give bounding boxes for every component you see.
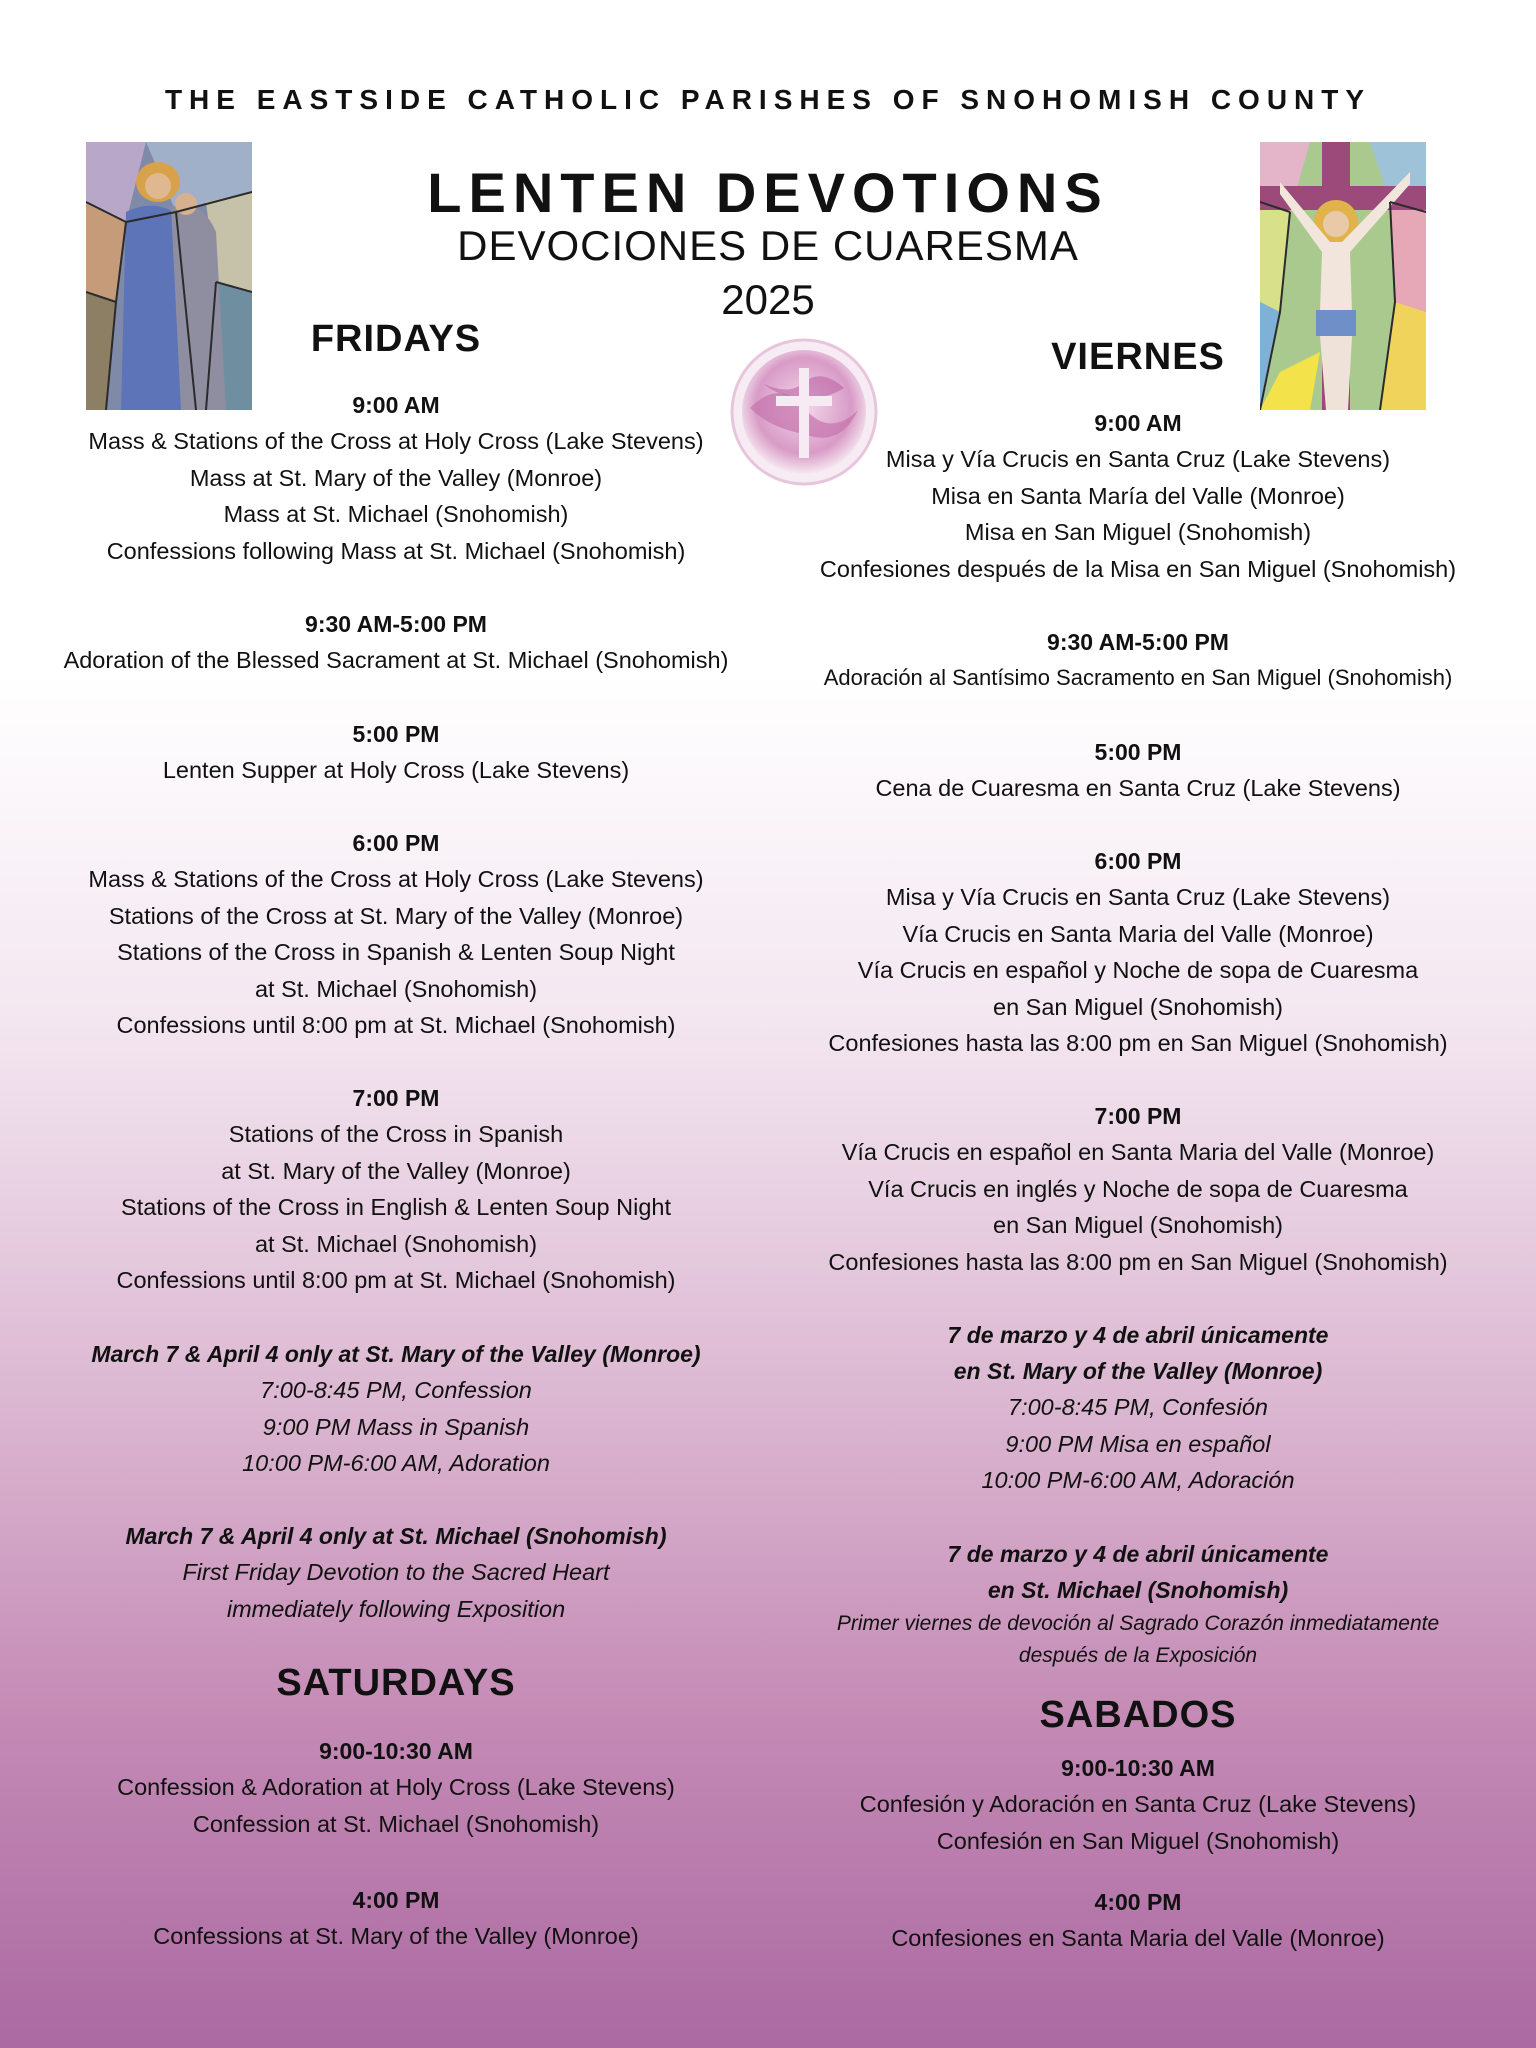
special-heading: March 7 & April 4 only at St. Michael (Snohomish) (125, 1523, 667, 1549)
event-line: First Friday Devotion to the Sacred Heart (182, 1559, 610, 1585)
event-line: Vía Crucis en inglés y Noche de sopa de Cuaresma (868, 1175, 1408, 1202)
event-line: Confessions at St. Mary of the Valley (Monroe) (153, 1923, 639, 1949)
sabados-4pm-block (778, 1884, 1498, 1957)
special-heading: en St. Michael (Snohomish) (987, 1577, 1289, 1603)
event-line: 9:00 PM Mass in Spanish (262, 1413, 530, 1440)
event-line: Confessions following Mass at St. Michael (Snohomish) (106, 537, 686, 564)
fridays-5pm-block (36, 716, 756, 789)
event-line: Vía Crucis en Santa Maria del Valle (Monroe) (902, 920, 1374, 947)
event-line: Mass at St. Mary of the Valley (Monroe) (189, 464, 603, 491)
parish-header: THE EASTSIDE CATHOLIC PARISHES OF SNOHOMISH COUNTY (164, 84, 1372, 115)
event-line: at St. Michael (Snohomish) (254, 1230, 538, 1257)
spanish-column (778, 0, 1498, 2048)
event-line: Stations of the Cross at St. Mary of the Valley (Monroe) (108, 902, 684, 929)
viernes-7pm-block (778, 1098, 1498, 1280)
event-line: Misa y Vía Crucis en Santa Cruz (Lake Stevens) (885, 446, 1391, 472)
event-line: 7:00-8:45 PM, Confesión (1008, 1394, 1268, 1420)
viernes-9am-block (778, 405, 1498, 587)
event-line: Misa en Santa María del Valle (Monroe) (931, 482, 1345, 509)
fridays-monroe-special-block (36, 1336, 756, 1482)
event-line: Lenten Supper at Holy Cross (Lake Stevens) (162, 757, 630, 783)
fridays-930am-block (36, 606, 756, 679)
special-heading: March 7 & April 4 only at St. Mary of the Valley (Monroe) (91, 1341, 701, 1367)
event-line: en San Miguel (Snohomish) (993, 1212, 1283, 1238)
event-line: después de la Exposición (1018, 1644, 1258, 1667)
event-line: Confessions until 8:00 pm at St. Michael (Snohomish) (116, 1267, 676, 1293)
saturdays-morning-block (36, 1733, 756, 1842)
fridays-7pm-block (36, 1080, 756, 1299)
event-line: Mass & Stations of the Cross at Holy Cross (Lake Stevens) (88, 866, 704, 892)
special-heading: 7 de marzo y 4 de abril únicamente (947, 1322, 1329, 1348)
fridays-9am-block (36, 387, 756, 569)
time-label: 6:00 PM (352, 830, 440, 856)
time-label: 9:00-10:30 AM (1061, 1755, 1215, 1781)
sabados-heading: SABADOS (1039, 1694, 1237, 1736)
fridays-heading: FRIDAYS (310, 318, 482, 360)
event-line: en San Miguel (Snohomish) (993, 993, 1283, 1020)
event-line: Mass & Stations of the Cross at Holy Cross (Lake Stevens) (88, 428, 704, 454)
time-label: 9:00 AM (1094, 410, 1182, 436)
time-label: 9:00 AM (352, 392, 440, 418)
time-label: 6:00 PM (1094, 848, 1182, 874)
event-line: 10:00 PM-6:00 AM, Adoración (981, 1467, 1295, 1493)
saturdays-4pm-block (36, 1882, 756, 1955)
event-line: 9:00 PM Misa en español (1005, 1430, 1271, 1457)
event-line: Confesiones hasta las 8:00 pm en San Miguel (Snohomish) (828, 1248, 1448, 1275)
event-line: Stations of the Cross in Spanish & Lenten Soup Night (117, 939, 675, 965)
time-label: 7:00 PM (1094, 1103, 1182, 1129)
event-line: Vía Crucis en español y Noche de sopa de Cuaresma (857, 957, 1419, 983)
event-line: Confesiones en Santa Maria del Valle (Monroe) (891, 1925, 1385, 1951)
event-line: Confesiones hasta las 8:00 pm en San Miguel (Snohomish) (828, 1030, 1448, 1056)
time-label: 4:00 PM (1094, 1889, 1182, 1915)
event-line: Adoration of the Blessed Sacrament at St. Michael (Snohomish) (63, 647, 729, 673)
event-line: Adoración al Santísimo Sacramento en San Miguel (Snohomish) (823, 665, 1453, 690)
event-line: Confesión y Adoración en Santa Cruz (Lake Stevens) (859, 1791, 1417, 1817)
event-line: at St. Michael (Snohomish) (254, 975, 538, 1002)
event-line: Confesiones después de la Misa en San Miguel (Snohomish) (819, 555, 1457, 582)
time-label: 9:30 AM-5:00 PM (1047, 629, 1229, 655)
event-line: Confession at St. Michael (Snohomish) (192, 1810, 600, 1837)
event-line: 7:00-8:45 PM, Confession (260, 1377, 532, 1403)
fridays-snohomish-special-block (36, 1518, 756, 1627)
event-line: Vía Crucis en español en Santa Maria del Valle (Monroe) (841, 1139, 1435, 1165)
event-line: Cena de Cuaresma en Santa Cruz (Lake Stevens) (875, 775, 1401, 801)
viernes-monroe-special-block (778, 1317, 1498, 1499)
time-label: 9:00-10:30 AM (319, 1738, 473, 1764)
page-title: LENTEN DEVOTIONS (427, 161, 1109, 224)
time-label: 5:00 PM (1094, 739, 1182, 765)
event-line: Confesión en San Miguel (Snohomish) (936, 1827, 1340, 1854)
viernes-930am-block (778, 624, 1498, 697)
event-line: Mass at St. Michael (Snohomish) (223, 501, 569, 527)
event-line: Misa en San Miguel (Snohomish) (964, 519, 1312, 545)
special-heading: 7 de marzo y 4 de abril únicamente (947, 1541, 1329, 1567)
viernes-5pm-block (778, 734, 1498, 807)
viernes-heading: VIERNES (1051, 336, 1225, 378)
time-label: 7:00 PM (352, 1085, 440, 1111)
event-line: Primer viernes de devoción al Sagrado Corazón inmediatamente (836, 1612, 1440, 1635)
event-line: 10:00 PM-6:00 AM, Adoration (242, 1450, 550, 1476)
fridays-6pm-block (36, 825, 756, 1044)
time-label: 9:30 AM-5:00 PM (305, 611, 487, 637)
event-line: Stations of the Cross in English & Lenten Soup Night (121, 1194, 671, 1220)
event-line: Stations of the Cross in Spanish (228, 1121, 564, 1147)
saturdays-heading: SATURDAYS (276, 1662, 516, 1704)
event-line: at St. Mary of the Valley (Monroe) (221, 1157, 571, 1184)
page-subtitle: DEVOCIONES DE CUARESMA (457, 222, 1079, 269)
viernes-6pm-block (778, 843, 1498, 1062)
english-column (36, 0, 756, 2048)
event-line: Misa y Vía Crucis en Santa Cruz (Lake Stevens) (885, 884, 1391, 910)
viernes-snohomish-special-block (778, 1536, 1498, 1672)
sabados-morning-block (778, 1750, 1498, 1859)
time-label: 5:00 PM (352, 721, 440, 747)
time-label: 4:00 PM (352, 1887, 440, 1913)
special-heading: en St. Mary of the Valley (Monroe) (953, 1358, 1323, 1384)
event-line: Confession & Adoration at Holy Cross (Lake Stevens) (117, 1774, 675, 1800)
event-line: immediately following Exposition (226, 1595, 566, 1622)
event-line: Confessions until 8:00 pm at St. Michael (Snohomish) (116, 1012, 676, 1038)
page-year: 2025 (721, 276, 815, 323)
